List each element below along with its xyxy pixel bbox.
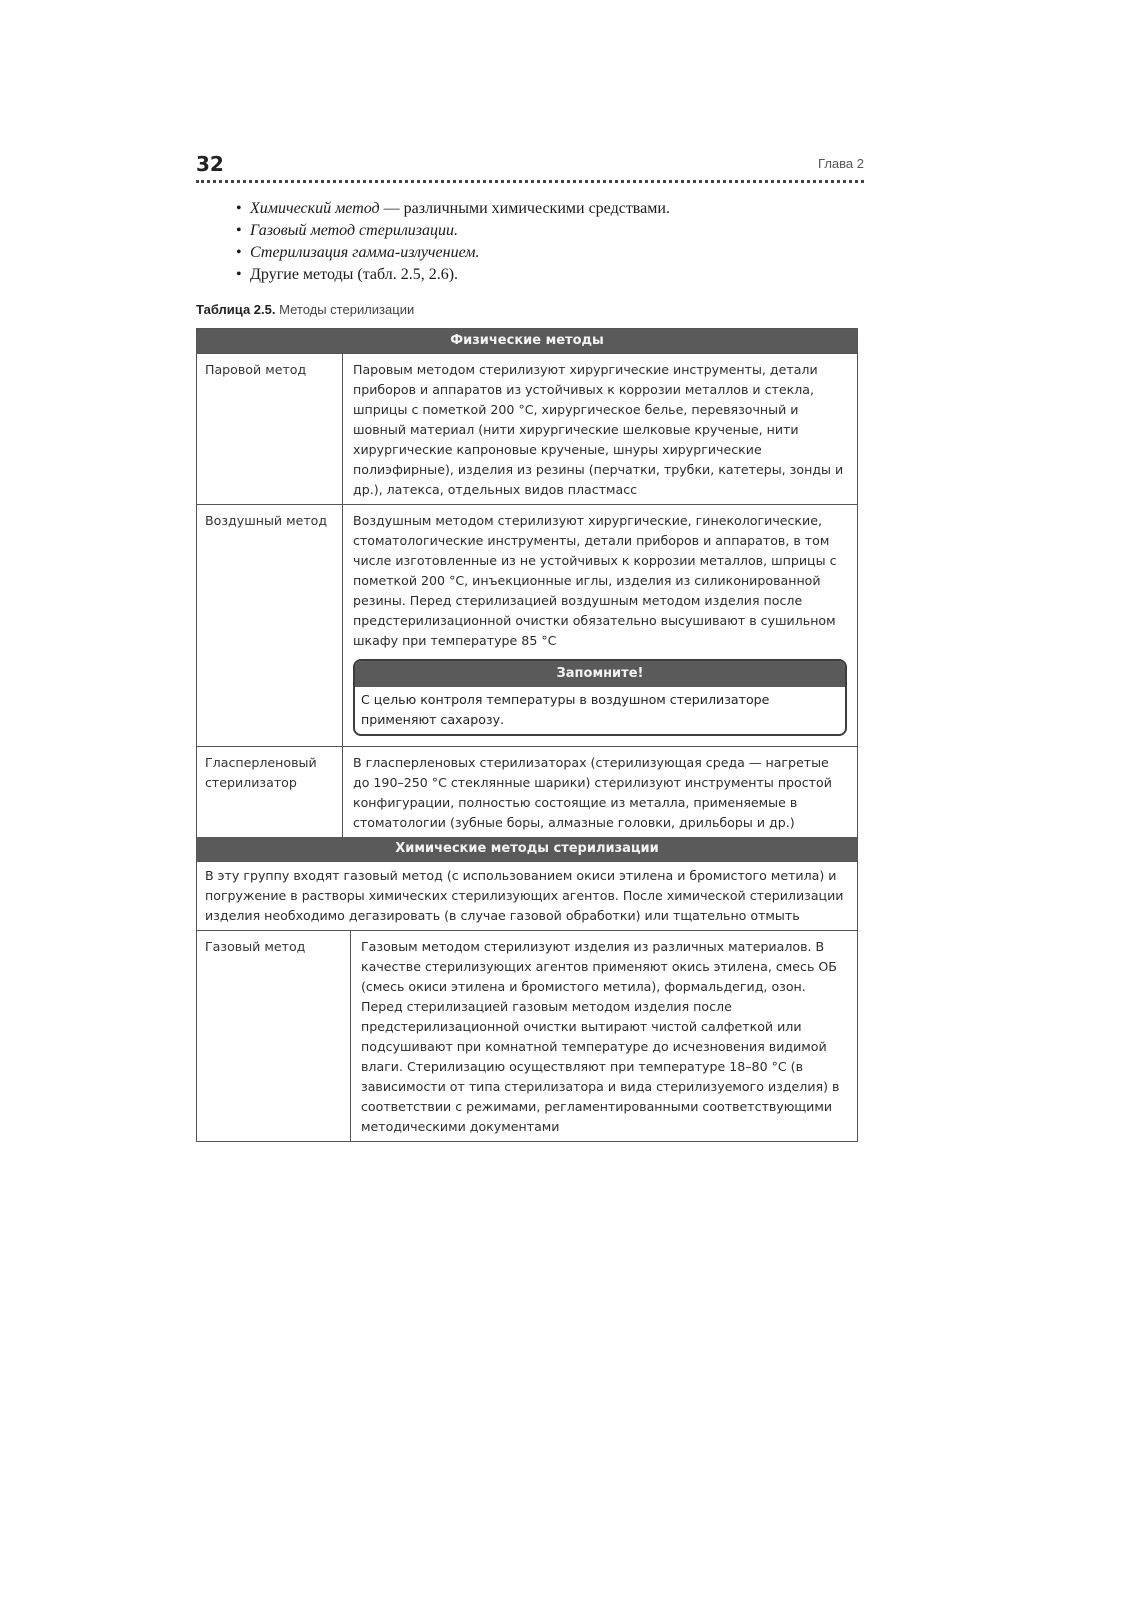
physical-methods-header: Физические методы xyxy=(197,329,857,353)
running-head xyxy=(196,152,864,186)
chemical-methods-header: Химические методы стерилизации xyxy=(197,837,857,861)
bullet-icon: • xyxy=(236,222,242,239)
method-cell-air xyxy=(343,505,857,746)
bullet-italic: Химический метод xyxy=(250,200,380,217)
bullet-icon: • xyxy=(236,200,242,217)
method-name-glass-bead: Гласперленовый стерилизатор xyxy=(197,747,343,837)
remember-note-text: С целью контроля температуры в воздушном стерилизаторе применяют сахарозу. xyxy=(361,692,770,727)
bullet-item xyxy=(236,220,856,242)
table-row-air xyxy=(197,504,857,746)
bullet-item xyxy=(236,264,856,286)
remember-note-title: Запомните! xyxy=(355,661,845,687)
sterilization-methods-table xyxy=(196,328,858,1142)
bullet-icon: • xyxy=(236,266,242,283)
bullet-icon: • xyxy=(236,244,242,261)
page-number: 32 xyxy=(196,152,224,176)
table-caption-title: Методы стерилизации xyxy=(279,302,415,317)
table-row-glass-bead xyxy=(197,746,857,837)
table-row-gas xyxy=(197,930,857,1141)
method-description-glass-bead: В гласперленовых стерилизаторах (стерилизующая среда — нагретые до 190–250 °С стеклянные шарики) стерилизуют инструменты простой конфигурации, полностью состоящие из металла, применяемые в стоматологии (зубные боры, алмазные головки, дрильборы и др.) xyxy=(353,755,832,830)
bullet-item xyxy=(236,242,856,264)
bullet-text: — различными химическими средствами. xyxy=(379,200,670,217)
method-bullet-list xyxy=(236,198,856,286)
bullet-text: Другие методы (табл. 2.5, 2.6). xyxy=(250,266,459,283)
dotted-divider xyxy=(196,180,864,183)
bullet-italic: Стерилизация гамма-излучением. xyxy=(250,244,480,261)
chemical-methods-intro: В эту группу входят газовый метод (с использованием окиси этилена и бромистого метила) и погружение в растворы химических стерилизующих агентов. После химической стерилизации изделия необходимо дегазировать (в случае газовой обработки) или тщательно отмыть xyxy=(197,861,857,930)
chapter-label: Глава 2 xyxy=(818,156,864,171)
bullet-italic: Газовый метод стерилизации. xyxy=(250,222,459,239)
bullet-item xyxy=(236,198,856,220)
method-description-gas: Газовым методом стерилизуют изделия из различных материалов. В качестве стерилизующих агентов применяют окись этилена, смесь ОБ (смесь окиси этилена и бромистого метила), формальдегид, озон. Перед стерилизацией газовым методом изделия после предстерилизационной очистки вытирают чистой салфеткой или подсушивают при комнатной температуре до исчезновения видимой влаги. Стерилизацию осуществляют при температуре 18–80 °С (в зависимости от типа стерилизатора и вида стерилизуемого изделия) в соответствии с режимами, регламентированными соответствующими методическими документами xyxy=(361,939,840,1134)
remember-note-box xyxy=(353,659,847,736)
method-description-steam: Паровым методом стерилизуют хирургические инструменты, детали приборов и аппаратов из устойчивых к коррозии металлов и стекла, шприцы с пометкой 200 °С, хирургическое белье, перевязочный и шовный материал (нити хирургические шелковые крученые, нити хирургические капроновые крученые, шнуры хирургические полиэфирные), изделия из резины (перчатки, трубки, катетеры, зонды и др.), латекса, отдельных видов пластмасс xyxy=(353,362,844,497)
method-name-gas: Газовый метод xyxy=(197,931,351,1141)
table-caption-label: Таблица 2.5. xyxy=(196,302,276,317)
method-name-steam: Паровой метод xyxy=(197,354,343,504)
method-description-air: Воздушным методом стерилизуют хирургические, гинекологические, стоматологические инструменты, детали приборов и аппаратов, в том числе изготовленные из не устойчивых к коррозии металлов, шприцы с пометкой 200 °С, инъекционные иглы, изделия из силиконированной резины. Перед стерилизацией воздушным методом изделия после предстерилизационной очистки обязательно высушивают в сушильном шкафу при температуре 85 °С xyxy=(353,513,837,648)
method-name-air: Воздушный метод xyxy=(197,505,343,746)
table-row-steam xyxy=(197,353,857,504)
table-caption xyxy=(196,302,414,317)
